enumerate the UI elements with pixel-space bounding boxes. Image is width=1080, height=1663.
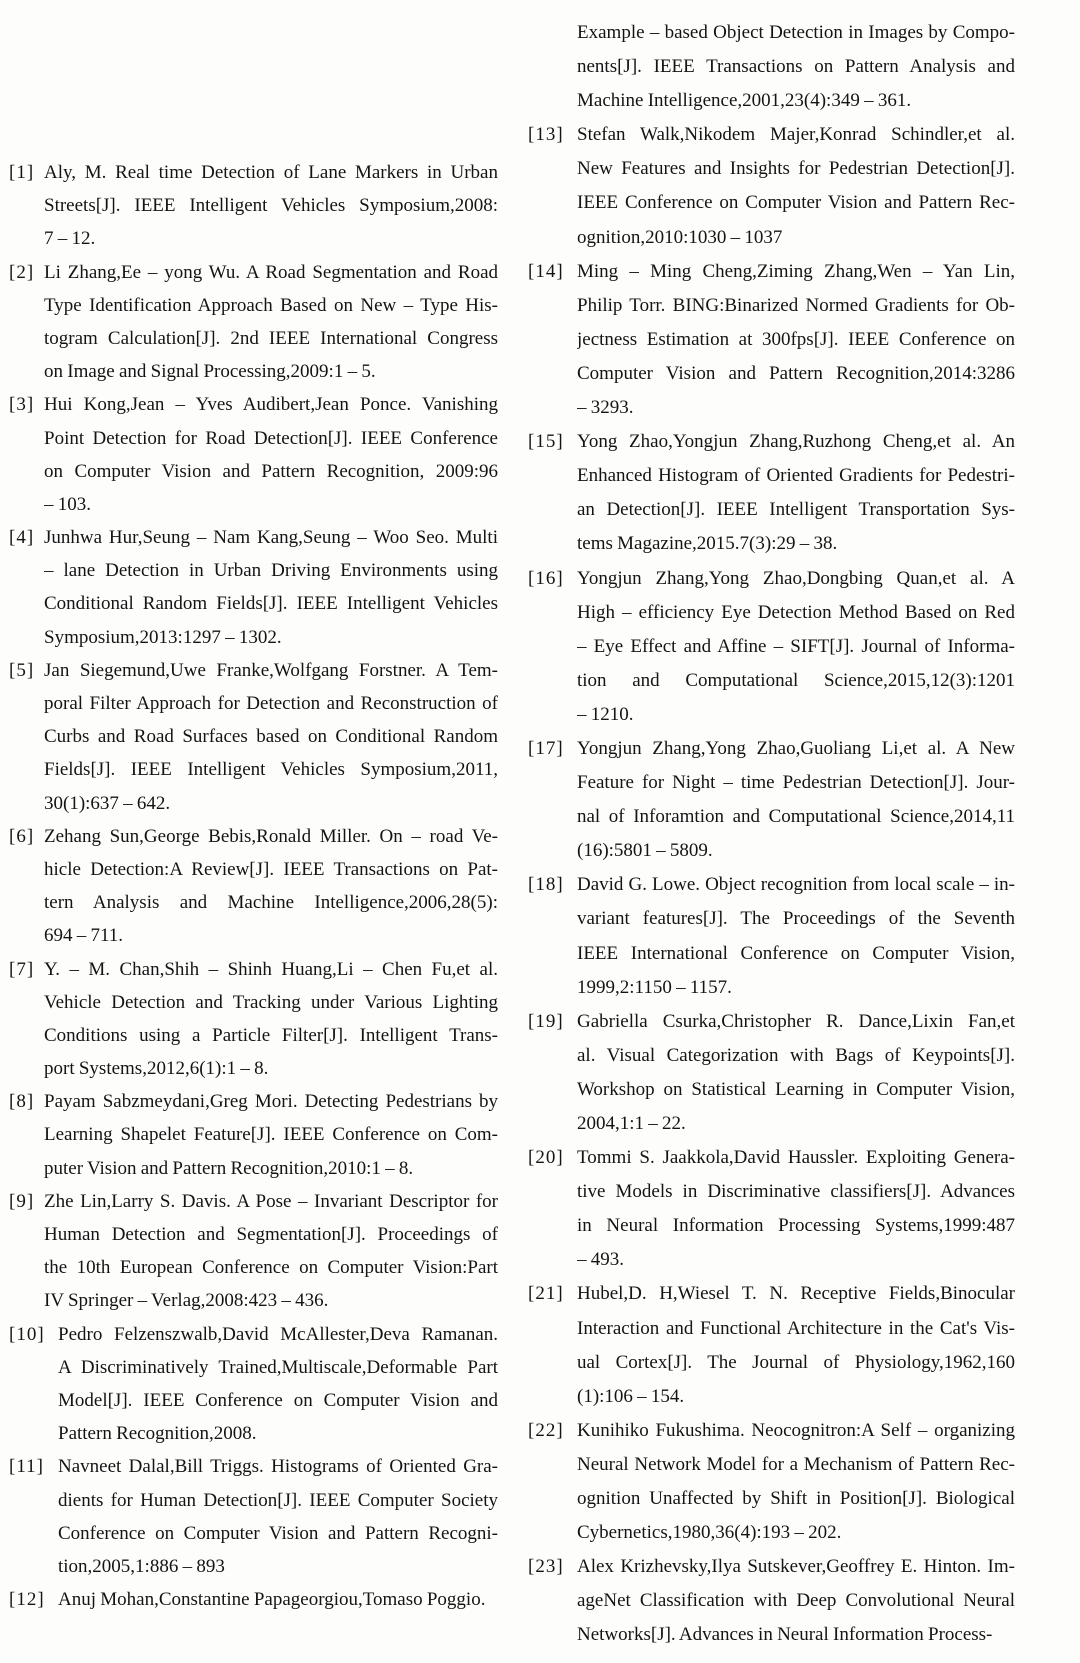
reference-line: IEEE Conference on Computer Vision and Pattern Rec- [577, 192, 1015, 214]
reference-line: Networks[J]. Advances in Neural Information Process- [577, 1624, 993, 1646]
reference-line: Fields[J]. IEEE Intelligent Vehicles Symposium,2011, [44, 759, 498, 781]
reference-number: [7] [9, 958, 35, 980]
reference-number: [4] [9, 527, 35, 549]
reference-line: Hui Kong,Jean – Yves Audibert,Jean Ponce. Vanishing [44, 394, 498, 416]
reference-line: Yongjun Zhang,Yong Zhao,Dongbing Quan,et al. A [577, 567, 1015, 589]
reference-number: [9] [9, 1190, 35, 1212]
reference-number: [20] [528, 1147, 564, 1169]
reference-item [8, 1318, 498, 1451]
reference-line: Kunihiko Fukushima. Neocognitron:A Self – organizing [577, 1419, 1015, 1441]
reference-line: – 3293. [577, 397, 634, 419]
reference-line: Philip Torr. BING:Binarized Normed Gradients for Ob- [577, 294, 1015, 316]
reference-line: Stefan Walk,Nikodem Majer,Konrad Schindler,et al. [577, 124, 1015, 146]
reference-line: Type Identification Approach Based on New – Type His- [44, 294, 498, 316]
references-column-left [8, 156, 498, 1616]
reference-line: tive Models in Discriminative classifiers[J]. Advances [577, 1181, 1015, 1203]
reference-line: 2004,1:1 – 22. [577, 1113, 686, 1134]
reference-line: port Systems,2012,6(1):1 – 8. [44, 1058, 269, 1080]
reference-item [8, 1583, 498, 1616]
reference-line: IEEE International Conference on Computer Vision, [577, 942, 1015, 964]
reference-item [527, 255, 1015, 425]
reference-line: Conditions using a Particle Filter[J]. Intelligent Trans- [44, 1024, 498, 1046]
reference-number: [8] [9, 1091, 35, 1113]
reference-line: Vehicle Detection and Tracking under Various Lighting [44, 991, 498, 1013]
reference-line: Neural Network Model for a Mechanism of Pattern Rec- [577, 1453, 1015, 1475]
reference-item [8, 156, 498, 256]
reference-line: Enhanced Histogram of Oriented Gradients for Pedestri- [577, 465, 1015, 487]
reference-line: – lane Detection in Urban Driving Environments using [44, 560, 498, 582]
reference-line: Learning Shapelet Feature[J]. IEEE Conference on Com- [44, 1124, 498, 1146]
reference-item [527, 1141, 1015, 1277]
reference-line: Aly, M. Real time Detection of Lane Markers in Urban [44, 162, 498, 183]
reference-number: [18] [528, 874, 564, 896]
reference-line: Symposium,2013:1297 – 1302. [44, 626, 282, 648]
reference-line: Navneet Dalal,Bill Triggs. Histograms of Oriented Gra- [58, 1456, 498, 1478]
reference-item [8, 1085, 498, 1185]
reference-line: David G. Lowe. Object recognition from local scale – in- [577, 874, 1015, 896]
reference-line: in Neural Information Processing Systems,1999:487 [577, 1215, 1015, 1237]
reference-line: 30(1):637 – 642. [44, 792, 171, 814]
reference-line: Feature for Night – time Pedestrian Detection[J]. Jour- [577, 772, 1015, 794]
reference-number: [14] [528, 260, 564, 282]
reference-line: an Detection[J]. IEEE Intelligent Transportation Sys- [577, 499, 1015, 521]
reference-line: Hubel,D. H,Wiesel T. N. Receptive Fields,Binocular [577, 1283, 1015, 1305]
reference-number: [19] [528, 1010, 564, 1032]
reference-line: Gabriella Csurka,Christopher R. Dance,Lixin Fan,et [577, 1010, 1015, 1032]
reference-line: ognition,2010:1030 – 1037 [577, 226, 783, 248]
reference-line: Streets[J]. IEEE Intelligent Vehicles Symposium,2008: [44, 195, 498, 217]
reference-number: [10] [9, 1323, 45, 1345]
reference-line: Pedro Felzenszwalb,David McAllester,Deva Ramanan. [58, 1323, 498, 1345]
reference-line: Conditional Random Fields[J]. IEEE Intelligent Vehicles [44, 593, 498, 615]
reference-line: tion and Computational Science,2015,12(3):1201 [577, 669, 1015, 691]
reference-line: Conference on Computer Vision and Pattern Recogni- [58, 1522, 498, 1544]
reference-line: the 10th European Conference on Computer Vision:Part [44, 1257, 498, 1279]
reference-item [8, 654, 498, 820]
reference-line: – Eye Effect and Affine – SIFT[J]. Journal of Informa- [577, 635, 1015, 657]
reference-number: [3] [9, 394, 35, 416]
reference-line: Yongjun Zhang,Yong Zhao,Guoliang Li,et al. A New [577, 737, 1015, 759]
reference-line: Workshop on Statistical Learning in Computer Vision, [577, 1078, 1015, 1100]
reference-line: – 103. [44, 493, 91, 515]
reference-line: nents[J]. IEEE Transactions on Pattern Analysis and [577, 56, 1015, 78]
reference-line: togram Calculation[J]. 2nd IEEE International Congress [44, 327, 498, 349]
reference-line: Jan Siegemund,Uwe Franke,Wolfgang Forstner. A Tem- [44, 659, 498, 681]
reference-line: 694 – 711. [44, 925, 124, 947]
reference-line: Computer Vision and Pattern Recognition,2014:3286 [577, 362, 1015, 384]
reference-number: [22] [528, 1419, 564, 1441]
reference-line: dients for Human Detection[J]. IEEE Computer Society [58, 1489, 498, 1511]
reference-line: nal of Inforamtion and Computational Science,2014,11 [577, 806, 1015, 828]
reference-item [527, 425, 1015, 561]
reference-line: Example – based Object Detection in Images by Compo- [577, 22, 1015, 43]
reference-item [527, 868, 1015, 1004]
reference-line: High – efficiency Eye Detection Method Based on Red [577, 601, 1015, 623]
reference-item [527, 16, 1015, 118]
reference-line: jectness Estimation at 300fps[J]. IEEE Conference on [577, 328, 1015, 350]
reference-line: Model[J]. IEEE Conference on Computer Vision and [58, 1389, 498, 1411]
reference-line: Curbs and Road Surfaces based on Conditional Random [44, 726, 498, 748]
reference-line: Payam Sabzmeydani,Greg Mori. Detecting Pedestrians by [44, 1091, 498, 1113]
reference-item [8, 521, 498, 654]
reference-number: [16] [528, 567, 564, 589]
reference-item [8, 388, 498, 521]
reference-line: (16):5801 – 5809. [577, 840, 713, 862]
reference-number: [5] [9, 659, 35, 681]
reference-line: tern Analysis and Machine Intelligence,2006,28(5): [44, 892, 498, 914]
reference-number: [1] [9, 162, 35, 183]
reference-line: puter Vision and Pattern Recognition,2010:1 – 8. [44, 1157, 414, 1179]
reference-line: al. Visual Categorization with Bags of Keypoints[J]. [577, 1044, 1015, 1066]
reference-item [8, 1185, 498, 1318]
reference-line: ual Cortex[J]. The Journal of Physiology,1962,160 [577, 1351, 1015, 1373]
reference-number: [2] [9, 261, 35, 283]
reference-number: [23] [528, 1556, 564, 1578]
reference-line: Pattern Recognition,2008. [58, 1423, 257, 1445]
reference-line: – 1210. [577, 703, 634, 725]
reference-line: Li Zhang,Ee – yong Wu. A Road Segmentation and Road [44, 261, 498, 283]
reference-line: Human Detection and Segmentation[J]. Proceedings of [44, 1224, 498, 1245]
reference-line: Yong Zhao,Yongjun Zhang,Ruzhong Cheng,et al. An [577, 431, 1015, 453]
reference-line: ognition Unaffected by Shift in Position[J]. Biological [577, 1488, 1015, 1510]
reference-item [527, 1277, 1015, 1413]
reference-line: ageNet Classification with Deep Convolutional Neural [577, 1590, 1015, 1612]
reference-line: Cybernetics,1980,36(4):193 – 202. [577, 1522, 842, 1544]
references-column-right [527, 16, 1015, 1653]
reference-line: tems Magazine,2015.7(3):29 – 38. [577, 533, 838, 555]
reference-number: [21] [528, 1283, 564, 1305]
reference-item [527, 118, 1015, 254]
reference-line: Zhe Lin,Larry S. Davis. A Pose – Invariant Descriptor for [44, 1190, 498, 1212]
reference-line: Interaction and Functional Architecture in the Cat's Vis- [577, 1317, 1015, 1339]
reference-line: Y. – M. Chan,Shih – Shinh Huang,Li – Chen Fu,et al. [44, 958, 498, 980]
reference-number: [12] [9, 1589, 45, 1611]
reference-item [527, 732, 1015, 868]
reference-line: on Computer Vision and Pattern Recognition, 2009:96 [44, 460, 498, 482]
reference-line: IV Springer – Verlag,2008:423 – 436. [44, 1290, 329, 1312]
reference-line: 7 – 12. [44, 228, 96, 250]
reference-item [8, 256, 498, 389]
reference-number: [13] [528, 124, 564, 146]
reference-item [527, 1414, 1015, 1550]
reference-line: (1):106 – 154. [577, 1385, 685, 1407]
reference-item [8, 1450, 498, 1583]
reference-number: [17] [528, 737, 564, 759]
reference-line: 1999,2:1150 – 1157. [577, 976, 732, 998]
reference-line: Machine Intelligence,2001,23(4):349 – 361. [577, 90, 912, 112]
reference-line: hicle Detection:A Review[J]. IEEE Transactions on Pat- [44, 858, 498, 880]
reference-line: Point Detection for Road Detection[J]. IEEE Conference [44, 427, 498, 449]
reference-line: – 493. [577, 1249, 624, 1271]
reference-line: Zehang Sun,George Bebis,Ronald Miller. On – road Ve- [44, 825, 498, 847]
reference-item [8, 820, 498, 953]
reference-line: A Discriminatively Trained,Multiscale,Deformable Part [58, 1356, 498, 1378]
reference-line: Tommi S. Jaakkola,David Haussler. Exploiting Genera- [577, 1147, 1015, 1169]
reference-number: [11] [9, 1456, 44, 1478]
reference-item [8, 953, 498, 1086]
reference-line: Alex Krizhevsky,Ilya Sutskever,Geoffrey E. Hinton. Im- [577, 1556, 1015, 1578]
reference-item [527, 562, 1015, 732]
reference-line: Ming – Ming Cheng,Ziming Zhang,Wen – Yan Lin, [577, 260, 1015, 282]
reference-line: tion,2005,1:886 – 893 [58, 1555, 225, 1577]
reference-number: [15] [528, 431, 564, 453]
reference-line: poral Filter Approach for Detection and Reconstruction of [44, 693, 498, 714]
reference-item [527, 1550, 1015, 1652]
reference-line: New Features and Insights for Pedestrian Detection[J]. [577, 158, 1015, 180]
reference-number: [6] [9, 825, 35, 847]
reference-line: Anuj Mohan,Constantine Papageorgiou,Tomaso Poggio. [58, 1589, 486, 1611]
reference-item [527, 1005, 1015, 1141]
reference-line: variant features[J]. The Proceedings of the Seventh [577, 908, 1015, 930]
reference-line: Junhwa Hur,Seung – Nam Kang,Seung – Woo Seo. Multi [44, 527, 498, 549]
reference-line: on Image and Signal Processing,2009:1 – 5. [44, 361, 376, 383]
